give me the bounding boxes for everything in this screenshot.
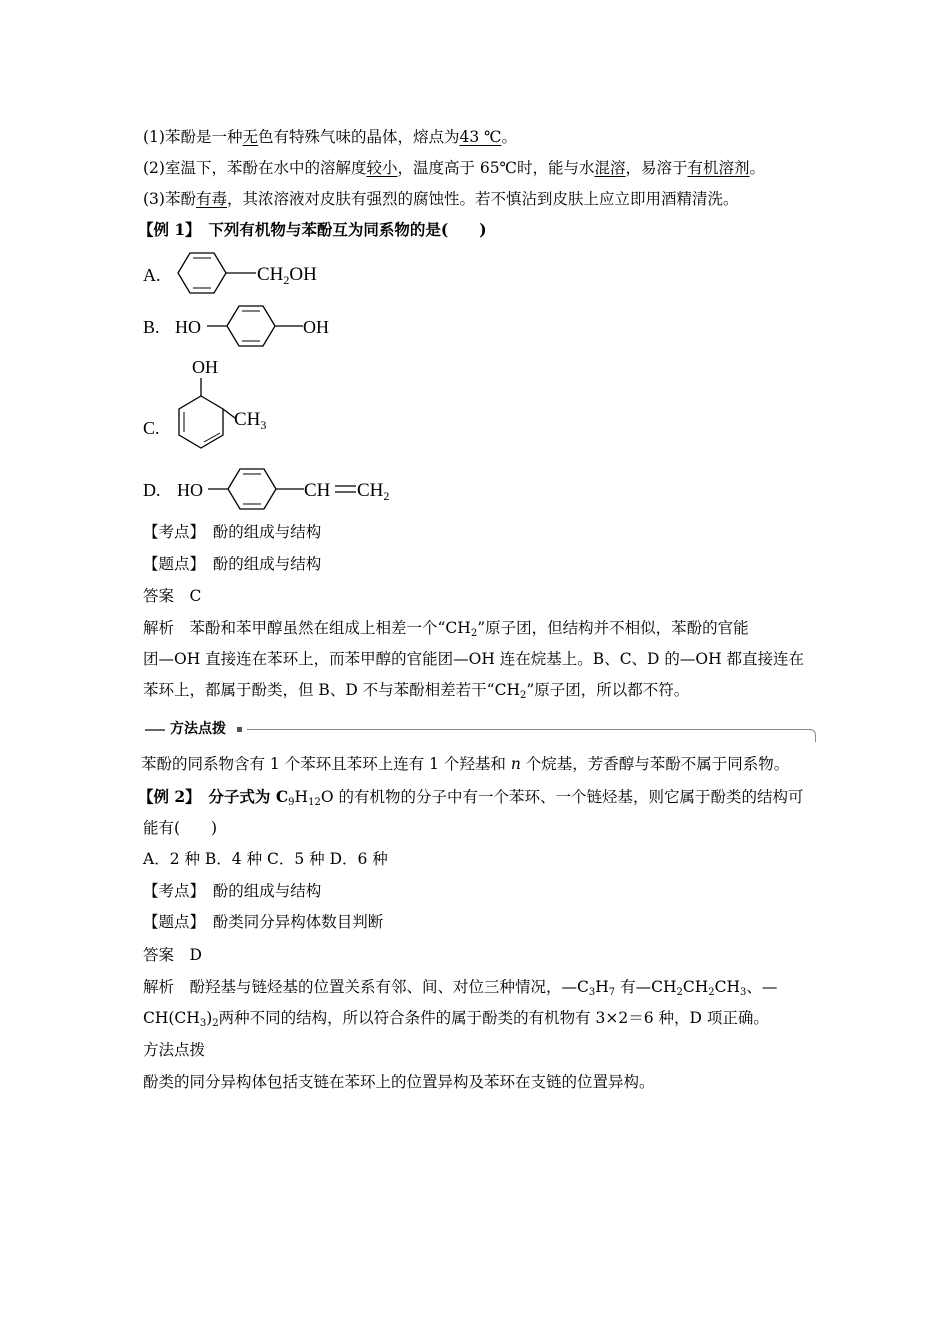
example-2-analysis-line-1: 解析 酚羟基与链烃基的位置关系有邻、间、对位三种情况，$—C_3H_7$ 有$—CH_2CH_2CH_3$、—	[143, 978, 778, 998]
option-b-right: OH	[303, 317, 329, 337]
example-1-analysis-line-2: 团—OH 直接连在苯环上，而苯甲醇的官能团—OH 连在烷基上。B、C、D 的—OH 都直接连在	[143, 650, 805, 668]
option-d-label: D.	[143, 480, 161, 500]
option-d-left: HO	[177, 480, 203, 500]
svg-text:CH2	[357, 480, 389, 503]
option-c-sub: 3	[260, 418, 267, 432]
example-2-options: A．2 种 B．4 种 C．5 种 D．6 种	[143, 850, 388, 868]
option-c-structure	[140, 352, 440, 462]
option-c-group: CH	[234, 409, 261, 430]
option-a-structure	[140, 248, 440, 298]
example-2-tidian: 【题点】 酚类同分异构体数目判断	[143, 913, 384, 931]
example-1-analysis-line-3: 苯环上，都属于酚类，但 B、D 不与苯酚相差若干“$CH_2$”原子团，所以都不符。	[143, 681, 690, 701]
option-d-right: CH	[304, 480, 331, 501]
method-heading-bar	[143, 720, 815, 738]
svg-text:CH2OH	[257, 264, 317, 287]
example-1-analysis-line-1: 解析 苯酚和苯甲醇虽然在组成上相差一个“$CH_2$”原子团，但结构并不相似，苯酚的官能	[143, 619, 749, 639]
option-c-label: C.	[143, 418, 160, 438]
option-a-sub: 2	[283, 273, 290, 287]
example-1-kaodian: 【考点】 酚的组成与结构	[143, 523, 322, 541]
option-b-label: B.	[143, 317, 160, 337]
option-d-sub: 2	[383, 489, 390, 503]
example-2-answer: 答案 D	[143, 946, 202, 964]
example-2-question-line-1: 【例 2】 分子式为 $C_9H_{12}O$ 的有机物的分子中有一个苯环、一个链烃基，则它属于酚类的结构可	[138, 787, 804, 808]
example-1-tidian: 【题点】 酚的组成与结构	[143, 555, 322, 573]
example-2-kaodian: 【考点】 酚的组成与结构	[143, 882, 322, 900]
example-2-method-title: 方法点拨	[143, 1041, 206, 1059]
option-a-label: A.	[143, 265, 161, 285]
method-heading-text: 方法点拨	[170, 721, 226, 737]
method-1-text: 苯酚的同系物含有 1 个苯环且苯环上连有 1 个羟基和 n 个烷基，芳香醇与苯酚不属于同系物。	[141, 755, 790, 773]
option-a-tail: OH	[289, 264, 317, 285]
option-b-left: HO	[175, 317, 201, 337]
example-1-question: 【例 1】 下列有机物与苯酚互为同系物的是( )	[138, 220, 487, 239]
example-2-analysis-line-2: $CH(CH_3)_2$两种不同的结构，所以符合条件的属于酚类的有机物有 3×2＝6 种，D 项正确。	[143, 1009, 769, 1029]
example-2-method-text: 酚类的同分异构体包括支链在苯环上的位置异构及苯环在支链的位置异构。	[143, 1073, 655, 1091]
example-2-question-line-2: 能有( )	[143, 819, 218, 837]
example-1-answer: 答案 C	[143, 587, 202, 605]
option-c-top: OH	[192, 357, 218, 377]
property-3: (3)苯酚有毒，其浓溶液对皮肤有强烈的腐蚀性。若不慎沾到皮肤上应立即用酒精清洗。	[143, 190, 739, 208]
option-d-structure	[140, 464, 460, 514]
property-1: (1)苯酚是一种无色有特殊气味的晶体，熔点为43 ℃。	[143, 128, 518, 146]
property-2: (2)室温下，苯酚在水中的溶解度较小，温度高于 65℃时，能与水混溶，易溶于有机溶剂。	[143, 159, 766, 177]
svg-text:CH3	[234, 409, 266, 432]
option-d-right2: CH	[357, 480, 384, 501]
option-b-structure	[140, 302, 440, 352]
option-a-group: CH	[257, 264, 284, 285]
